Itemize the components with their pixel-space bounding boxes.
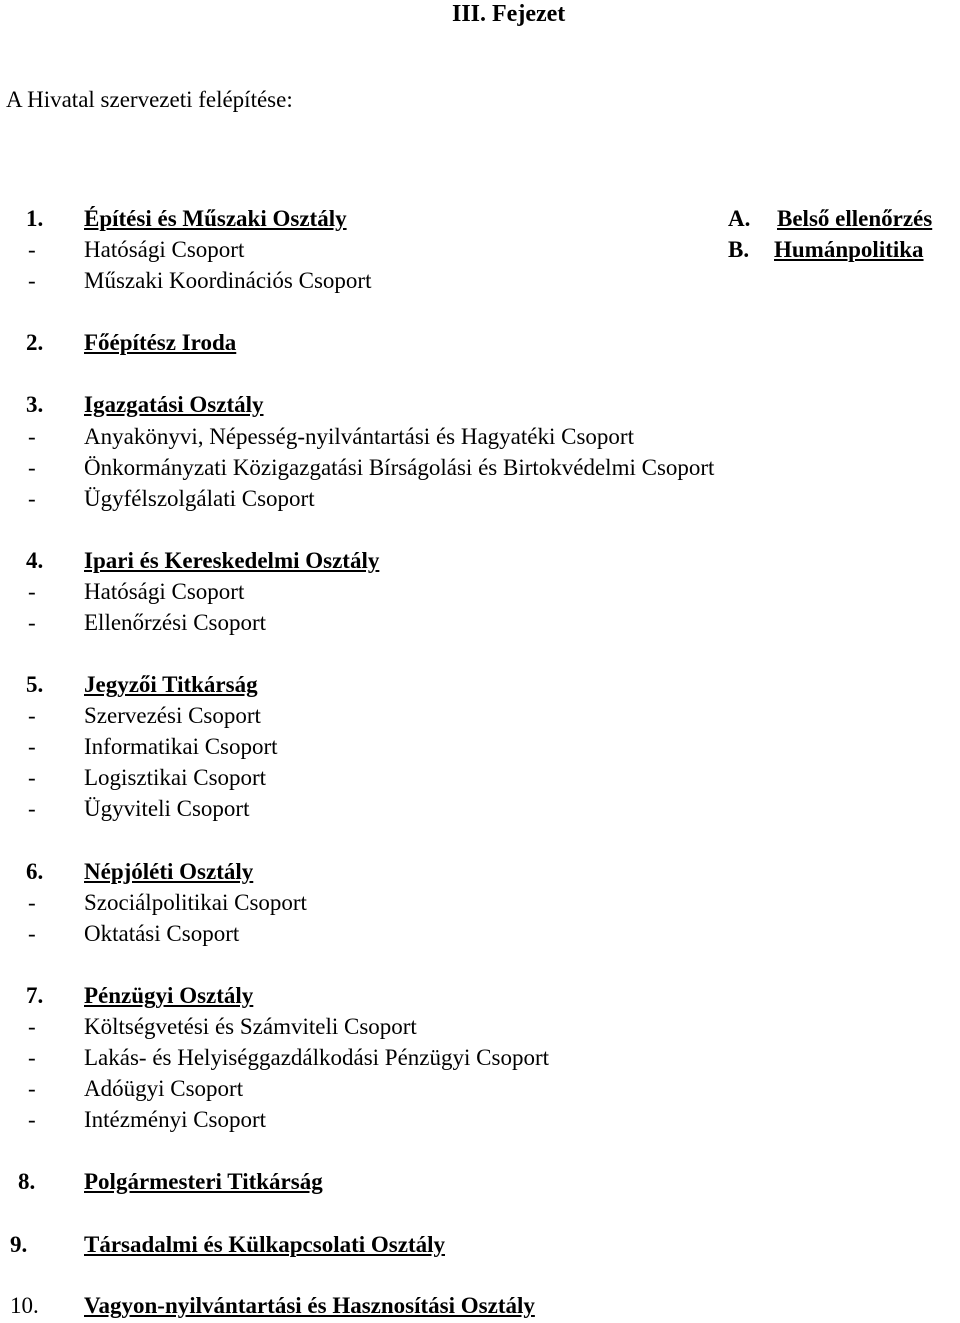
group-item: Logisztikai Csoport — [84, 765, 267, 790]
department-number: 1. — [26, 206, 44, 231]
group-dash: - — [28, 921, 36, 946]
group-dash: - — [28, 1107, 36, 1132]
group-item: Ellenőrzési Csoport — [84, 610, 267, 635]
group-dash: - — [28, 890, 36, 915]
group-dash: - — [28, 579, 36, 604]
department-name: Pénzügyi Osztály — [84, 983, 254, 1008]
group-item: Műszaki Koordinációs Csoport — [84, 268, 372, 293]
group-dash: - — [28, 237, 36, 262]
intro-heading: A Hivatal szervezeti felépítése: — [6, 87, 293, 112]
department-name: Igazgatási Osztály — [84, 392, 264, 417]
department-number: 10. — [10, 1293, 39, 1318]
department-number: 3. — [26, 392, 44, 417]
group-item: Szervezési Csoport — [84, 703, 261, 728]
side-unit-name: Humánpolitika — [774, 237, 924, 262]
group-item: Adóügyi Csoport — [84, 1076, 244, 1101]
department-name: Polgármesteri Titkárság — [84, 1169, 323, 1194]
department-name: Építési és Műszaki Osztály — [84, 206, 347, 231]
department-name: Népjóléti Osztály — [84, 859, 254, 884]
group-item: Informatikai Csoport — [84, 734, 278, 759]
group-dash: - — [28, 765, 36, 790]
department-number: 4. — [26, 548, 44, 573]
department-name: Jegyzői Titkárság — [84, 672, 258, 697]
department-name: Főépítész Iroda — [84, 330, 237, 355]
group-item: Szociálpolitikai Csoport — [84, 890, 307, 915]
group-item: Ügyfélszolgálati Csoport — [84, 486, 315, 511]
group-dash: - — [28, 796, 36, 821]
chapter-title: III. Fejezet — [452, 1, 566, 27]
group-item: Ügyviteli Csoport — [84, 796, 250, 821]
group-dash: - — [28, 1045, 36, 1070]
side-unit-letter: B. — [728, 237, 750, 262]
side-unit-letter: A. — [728, 206, 751, 231]
department-name: Társadalmi és Külkapcsolati Osztály — [84, 1232, 445, 1257]
group-dash: - — [28, 424, 36, 449]
department-name: Vagyon-nyilvántartási és Hasznosítási Osztály — [84, 1293, 535, 1318]
group-dash: - — [28, 486, 36, 511]
department-number: 5. — [26, 672, 44, 697]
group-dash: - — [28, 268, 36, 293]
group-dash: - — [28, 734, 36, 759]
department-number: 2. — [26, 330, 44, 355]
group-item: Költségvetési és Számviteli Csoport — [84, 1014, 417, 1039]
side-unit-name: Belső ellenőrzés — [777, 206, 933, 231]
group-dash: - — [28, 610, 36, 635]
group-dash: - — [28, 703, 36, 728]
group-item: Hatósági Csoport — [84, 237, 245, 262]
group-dash: - — [28, 455, 36, 480]
department-number: 6. — [26, 859, 44, 884]
group-dash: - — [28, 1076, 36, 1101]
group-item: Önkormányzati Közigazgatási Bírságolási és Birtokvédelmi Csoport — [84, 455, 715, 480]
group-item: Hatósági Csoport — [84, 579, 245, 604]
group-item: Anyakönyvi, Népesség-nyilvántartási és Hagyatéki Csoport — [84, 424, 634, 449]
group-item: Intézményi Csoport — [84, 1107, 267, 1132]
group-dash: - — [28, 1014, 36, 1039]
department-number: 9. — [10, 1232, 28, 1257]
group-item: Oktatási Csoport — [84, 921, 240, 946]
group-item: Lakás- és Helyiséggazdálkodási Pénzügyi Csoport — [84, 1045, 549, 1070]
department-name: Ipari és Kereskedelmi Osztály — [84, 548, 380, 573]
department-number: 7. — [26, 983, 44, 1008]
department-number: 8. — [18, 1169, 36, 1194]
